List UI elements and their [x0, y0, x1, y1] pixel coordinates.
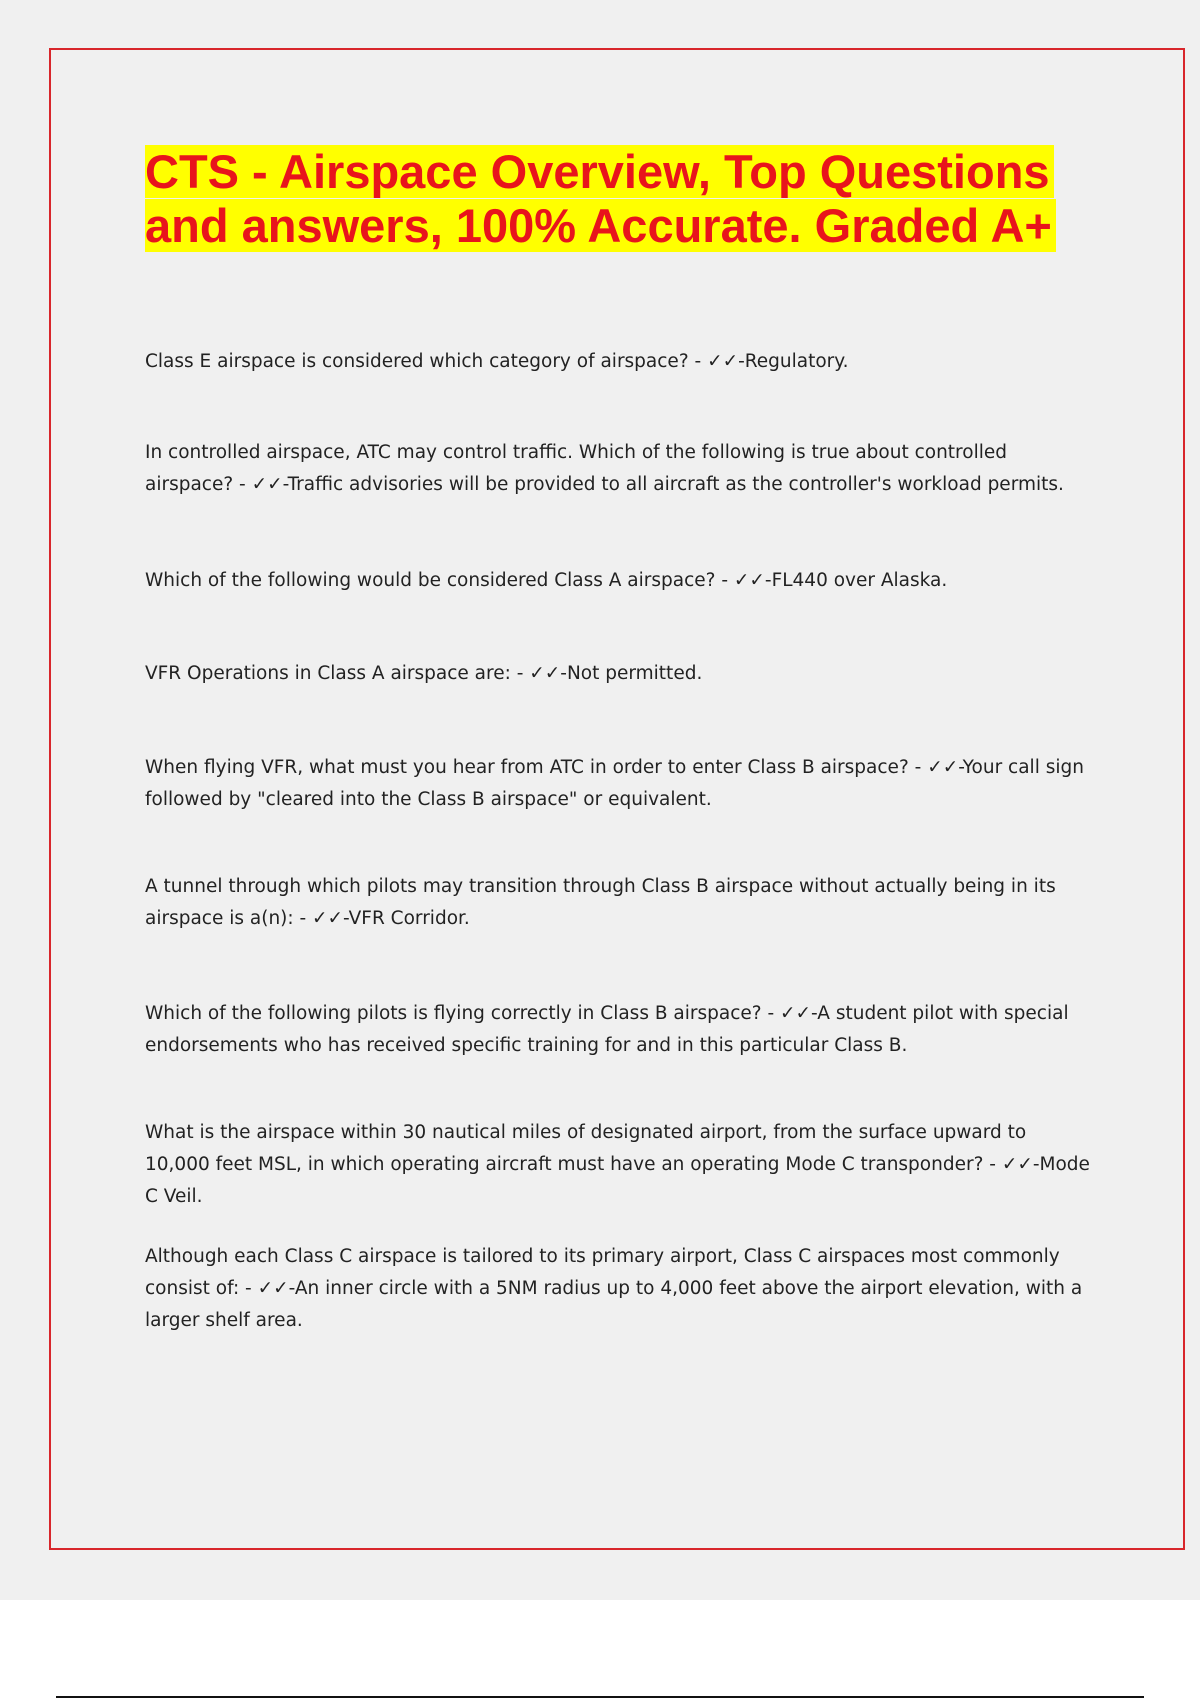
qa-item-6: A tunnel through which pilots may transition through Class B airspace without actually being in its airspace is a(n): - ✓✓-VFR Corridor. — [145, 876, 1056, 929]
document-title-text: CTS - Airspace Overview, Top Questions and answers, 100% Accurate. Graded A+ — [145, 145, 1056, 252]
qa-item-3: Which of the following would be considered Class A airspace? - ✓✓-FL440 over Alaska. — [145, 570, 948, 591]
qa-item-2: In controlled airspace, ATC may control traffic. Which of the following is true about controlled airspace? - ✓✓-Traffic advisories will be provided to all aircraft as the controller's workload permits. — [145, 442, 1064, 495]
qa-item-7: Which of the following pilots is flying correctly in Class B airspace? - ✓✓-A student pilot with special endorsements who has received specific training for and in this particular Class B. — [145, 1003, 1069, 1056]
qa-item-8: What is the airspace within 30 nautical miles of designated airport, from the surface upward to 10,000 feet MSL, in which operating aircraft must have an operating Mode C transponder? - ✓✓-Mode C Veil. — [145, 1122, 1090, 1207]
qa-item-4: VFR Operations in Class A airspace are: - ✓✓-Not permitted. — [145, 663, 703, 684]
qa-item-9: Although each Class C airspace is tailored to its primary airport, Class C airspaces most commonly consist of: - ✓✓-An inner circle with a 5NM radius up to 4,000 feet above the airport elevation, with a larger shelf area. — [145, 1246, 1083, 1331]
document-title — [145, 145, 1080, 253]
qa-item-1: Class E airspace is considered which category of airspace? - ✓✓-Regulatory. — [145, 351, 849, 372]
footer-rule — [56, 1696, 1144, 1698]
qa-item-5: When flying VFR, what must you hear from ATC in order to enter Class B airspace? - ✓✓-Your call sign followed by "cleared into the Class B airspace" or equivalent. — [145, 757, 1084, 810]
